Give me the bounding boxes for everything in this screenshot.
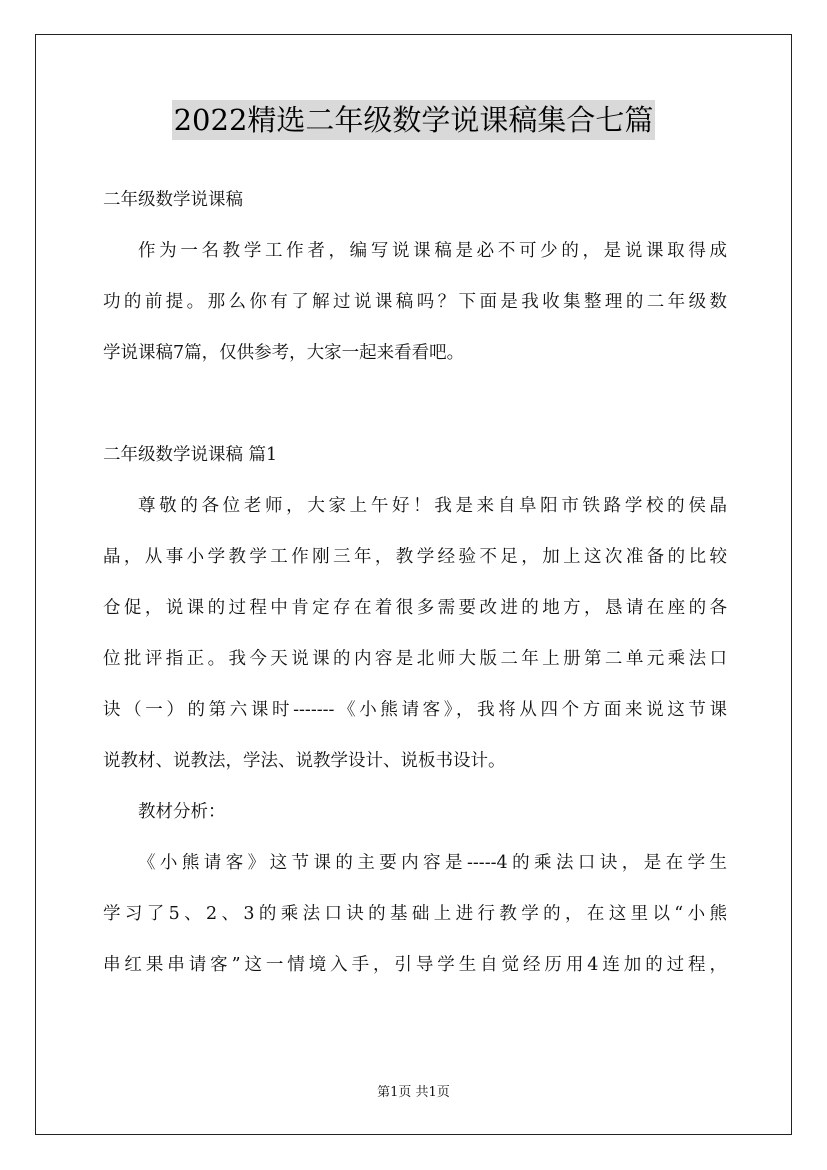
intro-paragraph	[103, 226, 727, 379]
section-paragraph	[103, 481, 727, 787]
paragraph-line: 串红果串请客”这一情境入手，引导学生自觉经历用4连加的过程，	[103, 955, 727, 975]
page-footer	[0, 1081, 827, 1100]
paragraph-line: 诀（一）的第六课时-------《小熊请客》，我将从四个方面来说这节课	[103, 700, 727, 720]
paragraph-line: 尊敬的各位老师，大家上午好！我是来自阜阳市铁路学校的侯晶	[138, 496, 727, 516]
intro-line: 学说课稿7篇，仅供参考，大家一起来看看吧。	[103, 343, 465, 363]
intro-line: 功的前提。那么你有了解过说课稿吗？下面是我收集整理的二年级数	[103, 292, 727, 312]
page-number: 第1页 共1页	[377, 1085, 450, 1100]
paragraph-spacer	[103, 379, 727, 430]
section-paragraph	[103, 838, 727, 991]
paragraph-line: 仓促，说课的过程中肯定存在着很多需要改进的地方，恳请在座的各	[103, 598, 727, 618]
title-container	[0, 100, 827, 140]
section-heading: 二年级数学说课稿 篇1	[103, 445, 278, 465]
paragraph-line: 晶，从事小学教学工作刚三年，教学经验不足，加上这次准备的比较	[103, 547, 727, 567]
document-body	[103, 175, 727, 991]
subheading-materials-analysis: 教材分析：	[138, 802, 226, 822]
document-title: 2022精选二年级数学说课稿集合七篇	[172, 100, 656, 140]
paragraph-line: 《小熊请客》这节课的主要内容是-----4的乘法口诀，是在学生	[138, 853, 727, 873]
intro-line: 作为一名教学工作者，编写说课稿是必不可少的，是说课取得成	[138, 241, 727, 261]
paragraph-line: 说教材、说教法，学法、说教学设计、说板书设计。	[103, 751, 506, 771]
paragraph-line: 学习了5、2、3的乘法口诀的基础上进行教学的，在这里以“小熊	[103, 904, 727, 924]
paragraph-line: 位批评指正。我今天说课的内容是北师大版二年上册第二单元乘法口	[103, 649, 727, 669]
intro-heading: 二年级数学说课稿	[103, 190, 243, 210]
